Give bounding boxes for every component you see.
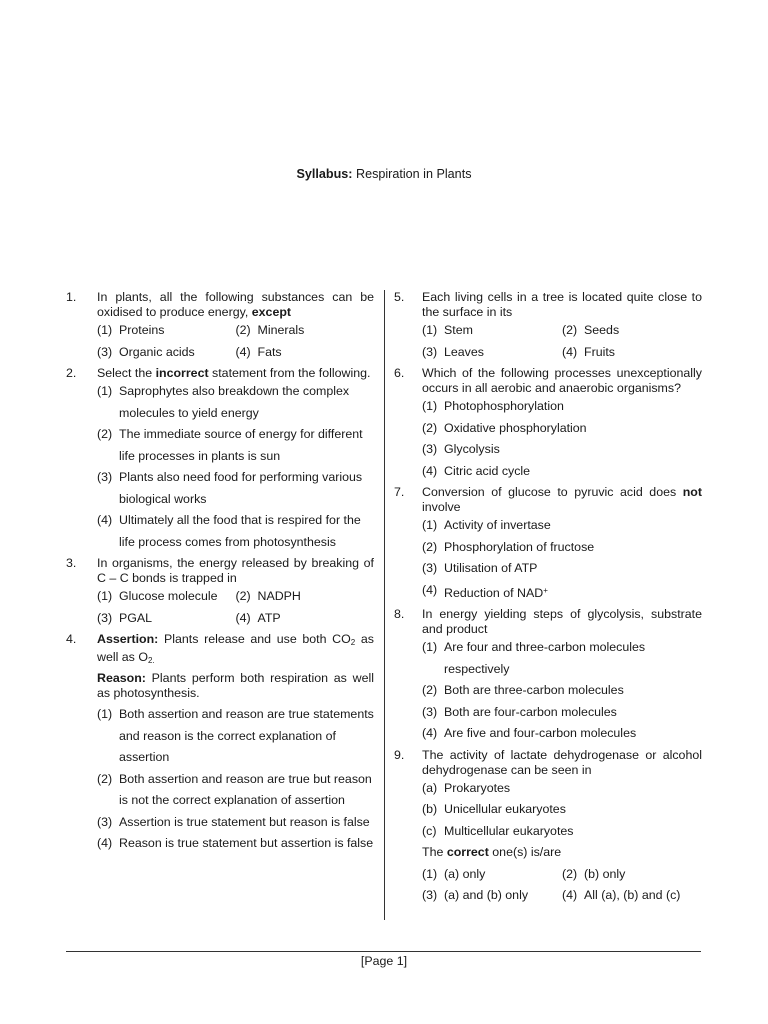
option[interactable]: (1) Proteins: [97, 323, 165, 337]
question-number: 3.: [66, 556, 77, 570]
option[interactable]: (4) Ultimately all the food that is respired for the life process comes from photosynthesis: [97, 513, 361, 549]
option[interactable]: (1) Stem: [422, 323, 473, 337]
option[interactable]: (3) Plants also need food for performing various biological works: [97, 470, 363, 506]
options: [97, 320, 374, 363]
question-text: The activity of lactate dehydrogenase or alcohol dehydrogenase can be seen in: [422, 747, 702, 777]
footer-rule: [66, 951, 701, 952]
option[interactable]: (2) Both are three-carbon molecules: [422, 683, 624, 697]
question-text: Each living cells in a tree is located quite close to the surface in its: [422, 290, 702, 319]
question-5: [394, 290, 702, 363]
option[interactable]: (1) Saprophytes also breakdown the complex molecules to yield energy: [97, 384, 350, 420]
option[interactable]: (1) Activity of invertase: [422, 518, 551, 532]
question-8: [394, 607, 702, 745]
question-number: 1.: [66, 290, 77, 304]
option[interactable]: (3) (a) and (b) only: [422, 888, 529, 902]
question-text: Which of the following processes unexceptionally occurs in all aerobic and anaerobic organisms?: [422, 366, 702, 395]
option[interactable]: (2) Seeds: [562, 323, 620, 337]
option[interactable]: (3) Both are four-carbon molecules: [422, 704, 617, 719]
question-1: [66, 290, 374, 363]
question-text: Conversion of glucose to pyruvic acid does not involve: [422, 485, 702, 514]
list-item: (c) Multicellular eukaryotes: [422, 823, 574, 838]
question-number: 6.: [394, 366, 405, 380]
question-9: [394, 748, 702, 907]
question-3: [66, 556, 374, 629]
question-4: [66, 632, 374, 855]
options: [422, 864, 702, 907]
assertion-text: Assertion: Plants release and use both $CO_2$ as well as $O_{2.}$: [97, 632, 374, 665]
option[interactable]: (3) Utilisation of ATP: [422, 561, 538, 575]
option[interactable]: (2) Phosphorylation of fructose: [422, 539, 595, 554]
question-stem: The correct one(s) is/are: [422, 845, 562, 859]
right-column: [394, 290, 702, 910]
option[interactable]: (3) Glycolysis: [422, 442, 500, 456]
question-6: [394, 366, 702, 482]
left-column: [66, 290, 374, 858]
syllabus-value: Respiration in Plants: [355, 167, 472, 181]
option[interactable]: (4) Fruits: [562, 344, 615, 359]
list-item: (a) Prokaryotes: [422, 780, 511, 795]
option[interactable]: (1) Glucose molecule: [97, 589, 218, 603]
option[interactable]: (2) Both assertion and reason are true but reason is not the correct explanation of assertion: [97, 771, 372, 807]
question-number: 4.: [66, 632, 77, 646]
list-item: (b) Unicellular eukaryotes: [422, 802, 566, 816]
question-7: [394, 485, 702, 604]
reason-text: Reason: Plants perform both respiration as well as photosynthesis.: [97, 671, 374, 700]
option[interactable]: (4) Reduction of NAD+: [422, 582, 548, 600]
question-text: In plants, all the following substances can be oxidised to produce energy, except: [97, 290, 374, 319]
column-divider: [384, 290, 385, 920]
option[interactable]: (4) All (a), (b) and (c): [562, 888, 681, 902]
options: [97, 586, 374, 629]
question-number: 2.: [66, 366, 77, 380]
question-number: 9.: [394, 747, 405, 762]
question-2: [66, 366, 374, 553]
option[interactable]: (1) Photophosphorylation: [422, 399, 564, 413]
option[interactable]: (1) Both assertion and reason are true statements and reason is the correct explanation of assertion: [97, 707, 374, 764]
option[interactable]: (2) (b) only: [562, 866, 626, 881]
option[interactable]: (2) Oxidative phosphorylation: [422, 420, 587, 435]
syllabus-label: Syllabus:: [296, 167, 353, 181]
question-text: Select the incorrect statement from the following.: [97, 366, 371, 380]
question-text: In organisms, the energy released by breaking of C – C bonds is trapped in: [97, 556, 374, 585]
option[interactable]: (2) The immediate source of energy for different life processes in plants is sun: [97, 427, 363, 463]
option[interactable]: (3) Assertion is true statement but reason is false: [97, 814, 370, 829]
option[interactable]: (4) ATP: [235, 610, 281, 625]
option[interactable]: (2) Minerals: [235, 323, 305, 337]
option[interactable]: (4) Citric acid cycle: [422, 463, 531, 478]
question-number: 5.: [394, 290, 405, 304]
option[interactable]: (3) Leaves: [422, 344, 484, 359]
option[interactable]: (3) PGAL: [97, 610, 153, 625]
option[interactable]: (2) NADPH: [235, 589, 301, 603]
syllabus-heading: [0, 167, 768, 181]
question-text: In energy yielding steps of glycolysis, substrate and product: [422, 607, 702, 636]
page-number: [Page 1]: [360, 954, 408, 968]
option[interactable]: (3) Organic acids: [97, 344, 195, 359]
option[interactable]: (1) (a) only: [422, 866, 486, 881]
question-number: 7.: [394, 485, 405, 499]
question-number: 8.: [394, 607, 405, 621]
options: [422, 320, 702, 363]
option[interactable]: (4) Reason is true statement but assertion is false: [97, 836, 374, 850]
option[interactable]: (4) Are five and four-carbon molecules: [422, 726, 637, 740]
option[interactable]: (4) Fats: [235, 344, 282, 359]
option[interactable]: (1) Are four and three-carbon molecules respectively: [422, 640, 646, 676]
